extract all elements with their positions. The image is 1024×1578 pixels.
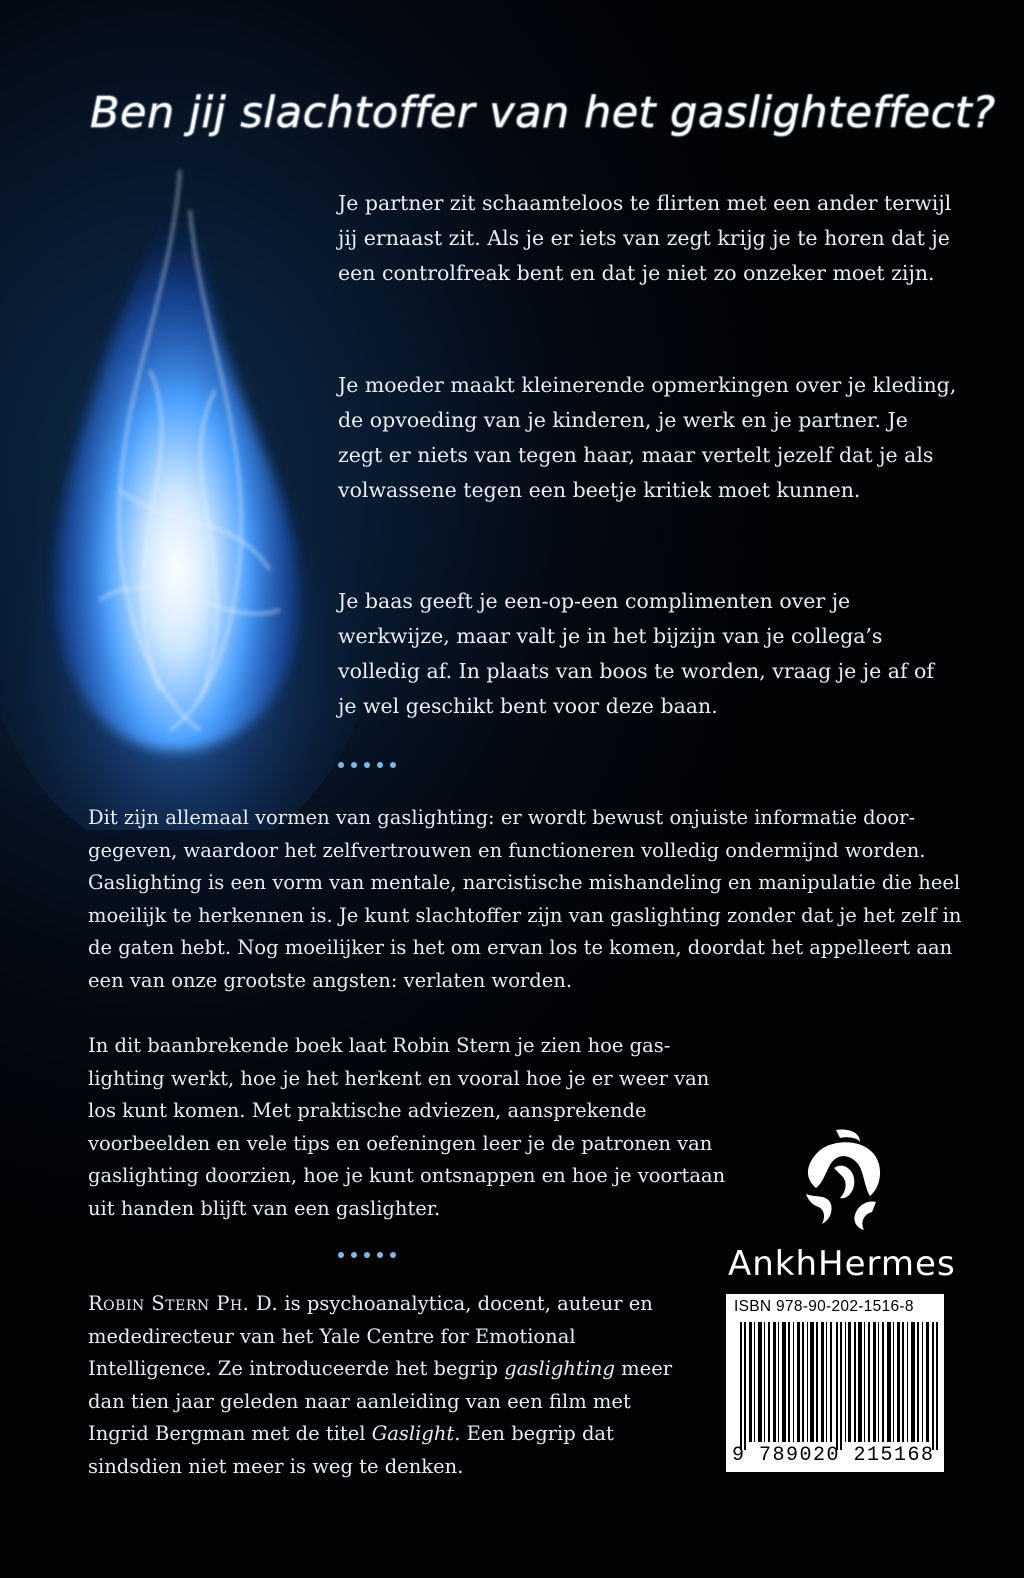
barcode-bars [740, 1322, 938, 1450]
author-bio: Robin Stern Ph. D. is psychoanalytica, docent, auteur en mededirecteur van het Yale Centre for Emotional Intelligence. Ze introduceerde het begrip gaslighting meer dan tien jaar geleden naar aanleiding van een film met Ingrid Bergman met de titel Gaslight. Een begrip dat sindsdien niet meer is weg te denken. [88, 1292, 673, 1478]
isbn-label: ISBN 978-90-202-1516-8 [734, 1298, 914, 1315]
isbn-barcode [726, 1294, 944, 1472]
dot-separator [338, 1252, 396, 1258]
body-paragraph-definition: Dit zijn allemaal vormen van gaslighting: er wordt bewust onjuiste informatie doorgegeven, waardoor het zelfvertrouwen en functioneren volledig ondermijnd worden. Gaslighting is een vorm van mentale, narcistische mishandeling en manipulatie die heel moeilijk te herkennen is. Je kunt slachtoffer zijn van gaslighting zonder dat je het zelf in de gaten hebt. Nog moeilijker is het om ervan los te komen, doordat het appelleert aan een van onze grootste angsten: verlaten worden. [88, 806, 962, 992]
publisher-name: AnkhHermes [728, 1244, 956, 1284]
barcode-number: 9 789020 215168 [732, 1444, 935, 1467]
blue-flame-image [0, 130, 360, 830]
intro-paragraph-partner: Je partner zit schaamteloos te flirten met een ander terwijl jij ernaast zit. Als je er iets van zegt krijg je te horen dat je een controlfreak bent en dat je niet zo onzeker moet zijn. [338, 191, 952, 285]
dot-separator [338, 762, 396, 768]
ankhhermes-logo-icon [796, 1124, 886, 1234]
intro-paragraph-mother: Je moeder maakt kleinerende opmerkingen over je kleding, de opvoeding van je kinderen, je werk en je partner. Je zegt er niets van tegen haar, maar vertelt jezelf dat je als volwassene tegen een beetje kritiek moet kunnen. [338, 373, 957, 502]
author-name: Robin Stern Ph. D. [88, 1292, 279, 1315]
intro-paragraph-boss: Je baas geeft je een-op-een complimenten over je werkwijze, maar valt je in het bijzijn van je collega’s volledig af. In plaats van boos te worden, vraag je je af of je wel geschikt bent voor deze baan. [338, 589, 934, 718]
headline: Ben jij slachtoffer van het gaslighteffect? [90, 88, 996, 138]
film-title: Gaslight [371, 1422, 455, 1445]
term-gaslighting: gaslighting [504, 1357, 615, 1380]
body-paragraph-book: In dit baanbrekende boek laat Robin Stern je zien hoe gaslighting werkt, hoe je het herkent en vooral hoe je er weer van los kunt komen. Met praktische adviezen, aansprekende voorbeelden en vele tips en oefeningen leer je de patronen van gaslighting doorzien, hoe je kunt ontsnappen en hoe je voortaan uit handen blijft van een gaslighter. [88, 1034, 726, 1220]
